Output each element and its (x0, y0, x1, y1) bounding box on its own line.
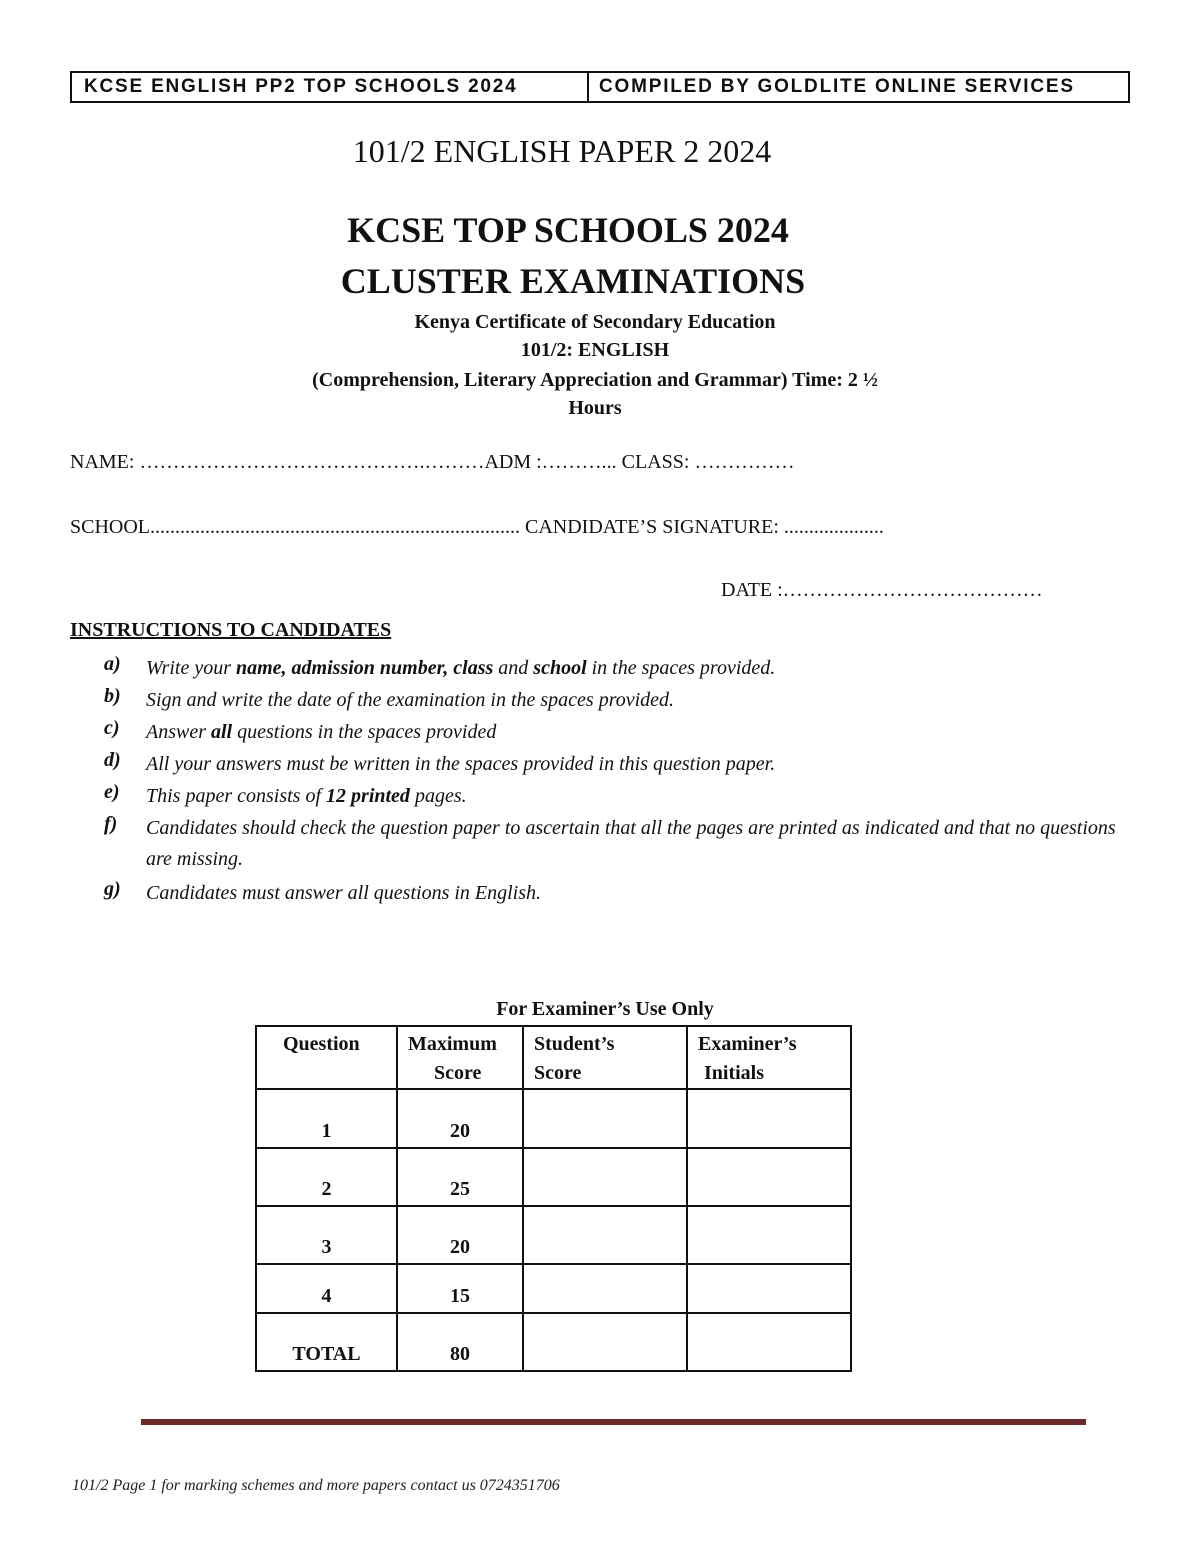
header-banner (70, 71, 1130, 103)
paper-title: 101/2 ENGLISH PAPER 2 2024 (352, 133, 772, 169)
instruction-marker: g) (104, 878, 121, 900)
instruction-text: Sign and write the date of the examination in the spaces provided. (146, 689, 675, 711)
question-number: 1 (256, 1089, 397, 1148)
certificate-line: Kenya Certificate of Secondary Education (414, 311, 776, 333)
instruction-marker: c) (104, 717, 120, 739)
question-number: 4 (256, 1264, 397, 1313)
question-number: 3 (256, 1206, 397, 1264)
examiner-initials-cell[interactable] (687, 1148, 851, 1206)
instruction-marker: d) (104, 749, 121, 771)
table-header-row (256, 1026, 851, 1089)
total-max-score: 80 (397, 1313, 523, 1371)
examiner-initials-cell[interactable] (687, 1264, 851, 1313)
instruction-text: Write your name, admission number, class and school in the spaces provided. (146, 657, 776, 679)
question-number: 2 (256, 1148, 397, 1206)
instruction-text: This paper consists of 12 printed pages. (146, 785, 467, 807)
examiner-score-table (255, 1025, 852, 1372)
subjects-time: (Comprehension, Literary Appreciation and Grammar) Time: 2 ½ (312, 369, 878, 391)
max-score: 15 (397, 1264, 523, 1313)
student-score-cell[interactable] (523, 1089, 687, 1148)
hours-line: Hours (568, 397, 622, 419)
name-adm-class-field[interactable]: NAME: …………………………………….………ADM :………... CLASS: …………… (70, 451, 795, 473)
instruction-text: All your answers must be written in the spaces provided in this question paper. (146, 753, 776, 775)
instruction-marker: a) (104, 653, 121, 675)
header-student-score: Student’s Score (523, 1026, 687, 1089)
table-row (256, 1148, 851, 1206)
instruction-marker: e) (104, 781, 120, 803)
subject-code: 101/2: ENGLISH (520, 339, 670, 361)
table-row (256, 1089, 851, 1148)
student-score-cell[interactable] (523, 1148, 687, 1206)
header-max-score: Maximum Score (397, 1026, 523, 1089)
instruction-marker: b) (104, 685, 121, 707)
instruction-marker: f) (104, 813, 118, 835)
table-total-row (256, 1313, 851, 1371)
instruction-text: Candidates should check the question paper to ascertain that all the pages are printed as indicated and that no questions are missing. (146, 817, 1116, 870)
examiner-initials-cell[interactable] (687, 1313, 851, 1371)
student-score-cell[interactable] (523, 1206, 687, 1264)
max-score: 25 (397, 1148, 523, 1206)
school-signature-field[interactable]: SCHOOL.......................................................................... CANDIDATE’S SIGNATURE: .................... (70, 516, 884, 538)
table-row (256, 1264, 851, 1313)
header-left-text: KCSE ENGLISH PP2 TOP SCHOOLS 2024 (72, 73, 589, 101)
student-score-cell[interactable] (523, 1264, 687, 1313)
total-label: TOTAL (256, 1313, 397, 1371)
date-field[interactable]: DATE :………………………………… (721, 579, 1043, 601)
examiner-initials-cell[interactable] (687, 1089, 851, 1148)
exam-title-line2: CLUSTER EXAMINATIONS (340, 261, 806, 301)
footer-text: 101/2 Page 1 for marking schemes and more papers contact us 0724351706 (72, 1477, 560, 1494)
instructions-heading: INSTRUCTIONS TO CANDIDATES (70, 619, 392, 641)
student-score-cell[interactable] (523, 1313, 687, 1371)
max-score: 20 (397, 1089, 523, 1148)
instruction-text: Candidates must answer all questions in English. (146, 882, 542, 904)
instruction-text: Answer all questions in the spaces provided (146, 721, 497, 743)
max-score: 20 (397, 1206, 523, 1264)
header-right-text: COMPILED BY GOLDLITE ONLINE SERVICES (599, 76, 1075, 97)
examiner-table-caption: For Examiner’s Use Only (496, 998, 714, 1020)
table-row (256, 1206, 851, 1264)
exam-title-line1: KCSE TOP SCHOOLS 2024 (347, 210, 789, 250)
header-examiner-initials: Examiner’s Initials (687, 1026, 851, 1089)
examiner-initials-cell[interactable] (687, 1206, 851, 1264)
footer-divider (141, 1419, 1086, 1425)
header-question: Question (256, 1026, 397, 1089)
